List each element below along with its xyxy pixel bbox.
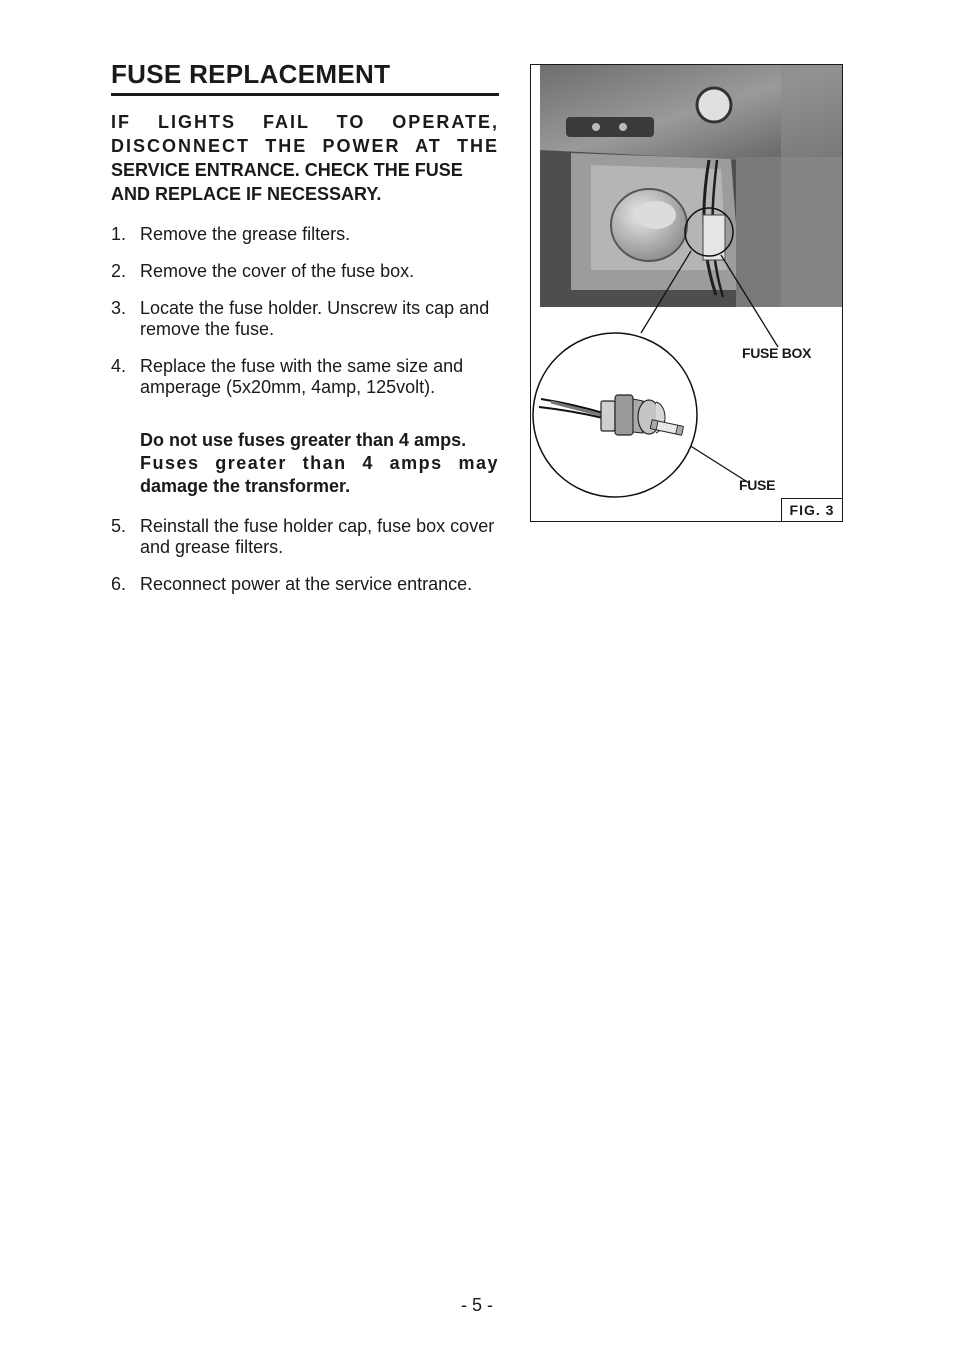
figure-fuse-location — [530, 64, 843, 522]
step-item — [111, 516, 499, 558]
step-text: Replace the fuse with the same size and amperage (5x20mm, 4amp, 125volt). — [140, 356, 464, 397]
step-number: 6. — [111, 574, 127, 594]
step-text: Reinstall the fuse holder cap, fuse box cover and grease filters. — [140, 516, 495, 557]
caution-line: Fuses greater than 4 amps may — [140, 453, 499, 473]
step-item — [111, 356, 499, 398]
step-text: Remove the cover of the fuse box. — [140, 261, 415, 281]
warning-block — [111, 110, 499, 206]
warning-line: DISCONNECT THE POWER AT THE — [111, 136, 499, 156]
page-number: - 5 - — [460, 1295, 493, 1315]
figure-caption: FIG. 3 — [781, 498, 842, 521]
step-text: Locate the fuse holder. Unscrew its cap and remove the fuse. — [140, 298, 490, 339]
step-number: 1. — [111, 224, 127, 244]
page-title: FUSE REPLACEMENT — [111, 58, 499, 96]
instructions-column — [111, 58, 499, 611]
fuse-detail-circle — [533, 333, 697, 497]
step-item — [111, 261, 499, 282]
warning-line: SERVICE ENTRANCE. CHECK THE FUSE — [111, 160, 463, 180]
steps-list-continued — [111, 516, 499, 595]
hood-photo — [540, 65, 842, 307]
steps-list — [111, 224, 499, 398]
fuse-label: FUSE — [739, 477, 776, 493]
step-number: 2. — [111, 261, 127, 281]
step-number: 3. — [111, 298, 127, 318]
caution-line: Do not use fuses greater than 4 amps. — [140, 430, 467, 450]
step-text: Remove the grease filters. — [140, 224, 351, 244]
fuse-box-label: FUSE BOX — [742, 345, 812, 361]
warning-line: IF LIGHTS FAIL TO OPERATE, — [111, 112, 499, 132]
step-text: Reconnect power at the service entrance. — [140, 574, 473, 594]
step-number: 5. — [111, 516, 127, 536]
step-number: 4. — [111, 356, 127, 376]
step-item — [111, 574, 499, 595]
fuse-illustration — [531, 65, 842, 521]
step-item — [111, 298, 499, 340]
warning-line: AND REPLACE IF NECESSARY. — [111, 184, 382, 204]
caution-note — [140, 429, 499, 498]
caution-line: damage the transformer. — [140, 476, 351, 496]
step-item — [111, 224, 499, 245]
